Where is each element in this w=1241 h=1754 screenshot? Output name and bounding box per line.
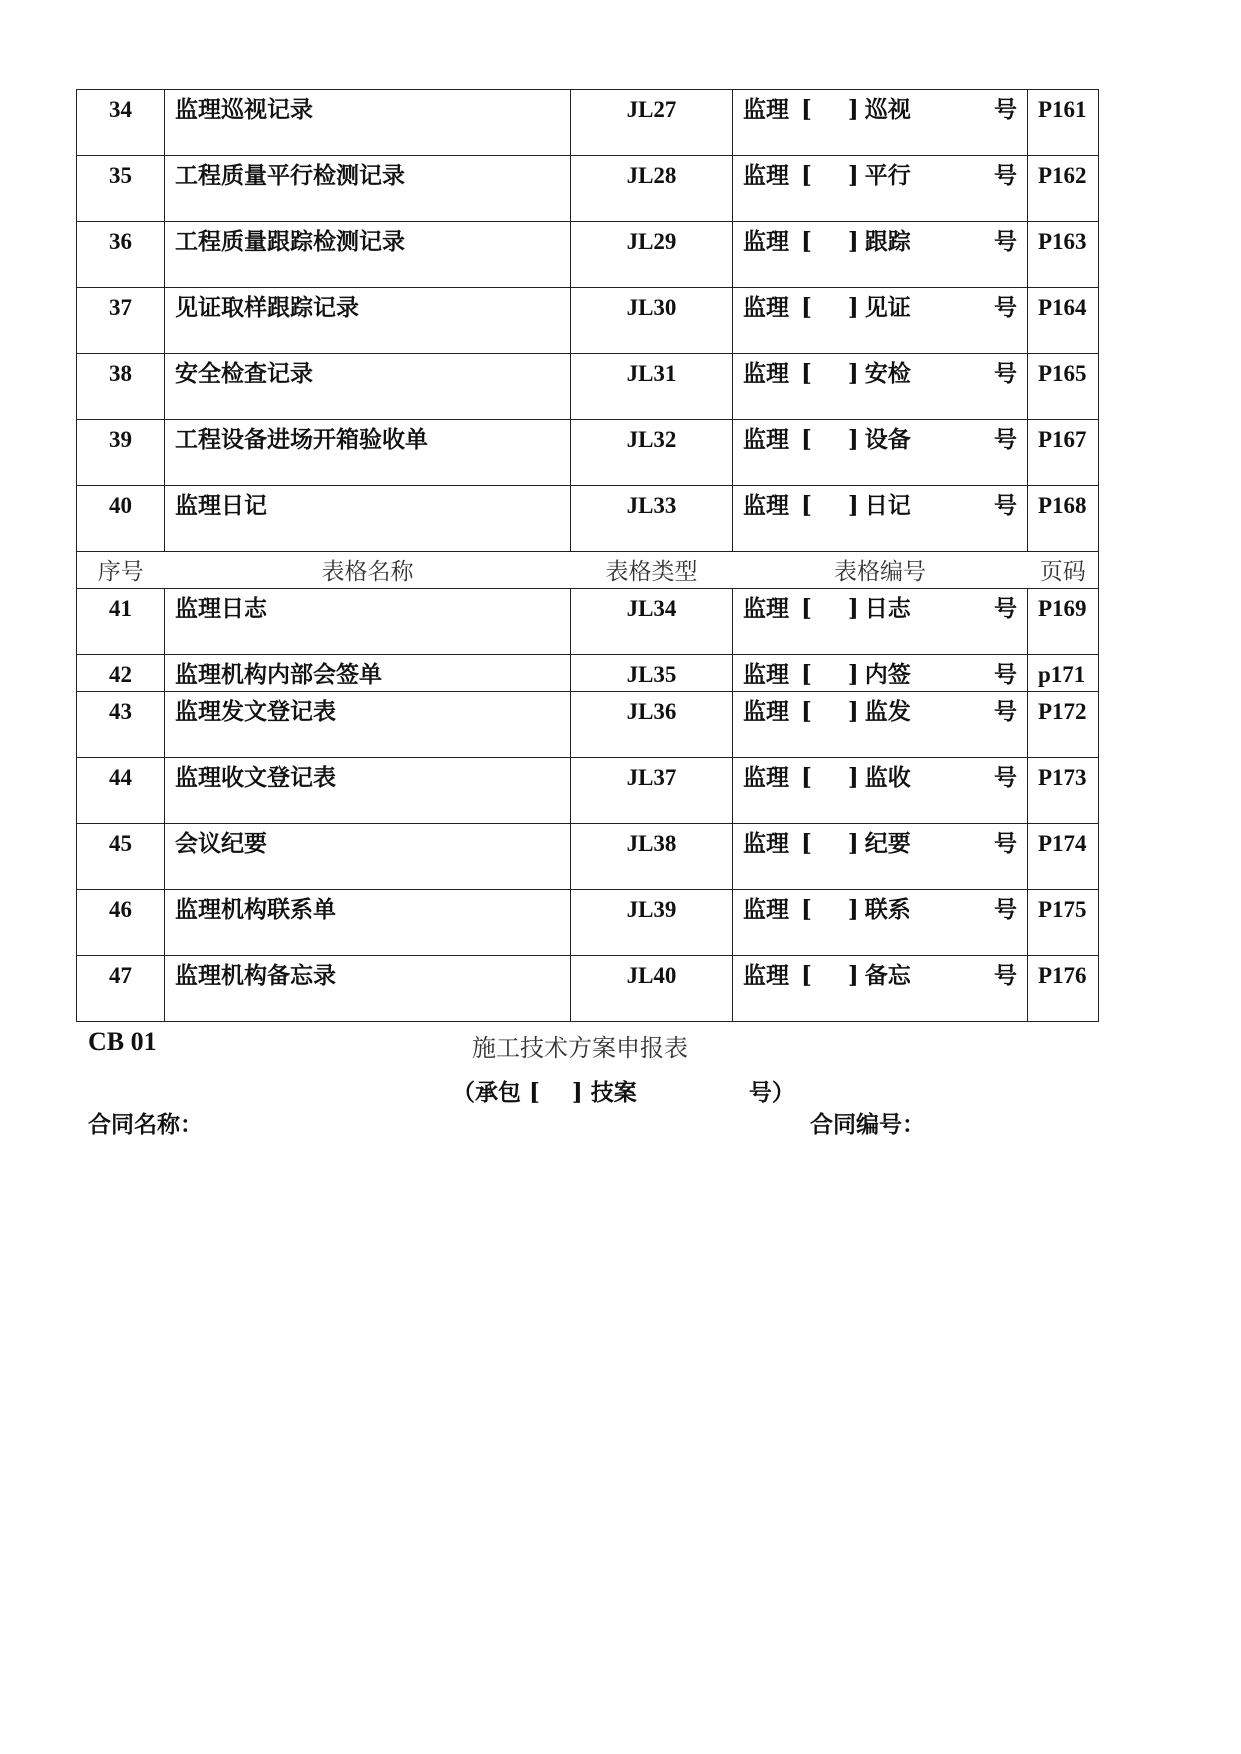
row-form-number xyxy=(733,890,1028,956)
number-prefix: 监理 xyxy=(743,830,789,857)
table-body-top xyxy=(77,90,1099,1022)
row-seq: 41 xyxy=(77,589,165,655)
number-suffix: 号 xyxy=(994,698,1017,725)
number-bracket-open: [ xyxy=(801,595,812,622)
contract-name-label: 合同名称： xyxy=(88,1111,203,1138)
number-abbreviation: 联系 xyxy=(864,896,911,923)
number-bracket-close: ] xyxy=(847,228,859,255)
row-page: P167 xyxy=(1028,420,1099,486)
number-bracket-open: [ xyxy=(801,830,812,857)
table-row xyxy=(77,486,1099,552)
table-header-row xyxy=(77,552,1099,589)
number-suffix: 号 xyxy=(994,896,1017,923)
number-bracket-open: [ xyxy=(801,962,812,989)
number-bracket-open: [ xyxy=(801,661,812,688)
number-abbreviation: 平行 xyxy=(864,162,911,189)
table-row xyxy=(77,758,1099,824)
number-bracket-open: [ xyxy=(801,228,812,255)
row-page: P164 xyxy=(1028,288,1099,354)
header-form-number: 表格编号 xyxy=(733,552,1028,589)
number-suffix: 号 xyxy=(994,661,1017,688)
row-form-number xyxy=(733,486,1028,552)
row-form-name: 工程质量跟踪检测记录 xyxy=(165,222,571,288)
row-form-type: JL40 xyxy=(571,956,733,1022)
number-prefix: 监理 xyxy=(743,294,789,321)
number-prefix: 监理 xyxy=(743,698,789,725)
row-page: P173 xyxy=(1028,758,1099,824)
row-form-name: 工程质量平行检测记录 xyxy=(165,156,571,222)
row-page: P163 xyxy=(1028,222,1099,288)
table-row xyxy=(77,655,1099,692)
number-suffix: 号 xyxy=(994,830,1017,857)
row-form-number xyxy=(733,420,1028,486)
row-form-name: 监理巡视记录 xyxy=(165,90,571,156)
row-form-name: 监理机构备忘录 xyxy=(165,956,571,1022)
row-seq: 35 xyxy=(77,156,165,222)
row-page: P162 xyxy=(1028,156,1099,222)
number-abbreviation: 跟踪 xyxy=(864,228,911,255)
row-seq: 38 xyxy=(77,354,165,420)
row-form-type: JL32 xyxy=(571,420,733,486)
number-bracket-close: ] xyxy=(847,294,859,321)
row-page: P168 xyxy=(1028,486,1099,552)
row-form-name: 监理日志 xyxy=(165,589,571,655)
table-row xyxy=(77,956,1099,1022)
row-form-name: 会议纪要 xyxy=(165,824,571,890)
contract-number-label: 合同编号： xyxy=(810,1111,925,1138)
row-form-number xyxy=(733,222,1028,288)
row-seq: 42 xyxy=(77,655,165,692)
number-abbreviation: 备忘 xyxy=(864,962,911,989)
number-bracket-open: [ xyxy=(801,492,812,519)
number-prefix: 监理 xyxy=(743,661,789,688)
row-page: P176 xyxy=(1028,956,1099,1022)
number-suffix: 号 xyxy=(994,492,1017,519)
number-suffix: 号 xyxy=(994,294,1017,321)
number-bracket-close: ] xyxy=(847,595,859,622)
number-bracket-close: ] xyxy=(847,764,859,791)
forms-index-table xyxy=(76,89,1099,1022)
row-form-type: JL39 xyxy=(571,890,733,956)
number-prefix: 监理 xyxy=(743,492,789,519)
row-form-name: 见证取样跟踪记录 xyxy=(165,288,571,354)
row-form-number xyxy=(733,824,1028,890)
number-suffix: 号 xyxy=(994,595,1017,622)
number-prefix: 监理 xyxy=(743,228,789,255)
header-seq: 序号 xyxy=(77,552,165,589)
number-abbreviation: 安检 xyxy=(864,360,911,387)
number-prefix: 监理 xyxy=(743,962,789,989)
row-form-name: 监理机构联系单 xyxy=(165,890,571,956)
row-seq: 34 xyxy=(77,90,165,156)
row-page: P172 xyxy=(1028,692,1099,758)
number-bracket-open: [ xyxy=(801,698,812,725)
number-suffix: 号 xyxy=(994,962,1017,989)
number-abbreviation: 监收 xyxy=(864,764,911,791)
row-form-name: 安全检查记录 xyxy=(165,354,571,420)
number-bracket-close: ] xyxy=(847,360,859,387)
number-bracket-close: ] xyxy=(847,962,859,989)
table-row xyxy=(77,692,1099,758)
row-seq: 46 xyxy=(77,890,165,956)
row-form-number xyxy=(733,758,1028,824)
number-suffix: 号 xyxy=(994,360,1017,387)
row-form-name: 监理日记 xyxy=(165,486,571,552)
number-suffix: 号 xyxy=(994,162,1017,189)
row-page: P174 xyxy=(1028,824,1099,890)
number-prefix: 监理 xyxy=(743,426,789,453)
number-bracket-open: [ xyxy=(801,764,812,791)
row-form-type: JL33 xyxy=(571,486,733,552)
number-abbreviation: 巡视 xyxy=(864,96,911,123)
row-form-type: JL36 xyxy=(571,692,733,758)
number-bracket-close: ] xyxy=(847,698,859,725)
number-prefix: 监理 xyxy=(743,360,789,387)
table-row xyxy=(77,156,1099,222)
number-suffix: 号 xyxy=(994,426,1017,453)
form-number-line: （承包 [ ] 技案 号） xyxy=(452,1079,795,1106)
number-bracket-close: ] xyxy=(847,162,859,189)
row-seq: 43 xyxy=(77,692,165,758)
row-form-number xyxy=(733,655,1028,692)
row-form-name: 监理发文登记表 xyxy=(165,692,571,758)
row-form-type: JL38 xyxy=(571,824,733,890)
row-page: P175 xyxy=(1028,890,1099,956)
number-bracket-open: [ xyxy=(801,426,812,453)
number-bracket-close: ] xyxy=(847,830,859,857)
row-form-type: JL30 xyxy=(571,288,733,354)
row-form-number xyxy=(733,288,1028,354)
row-page: P165 xyxy=(1028,354,1099,420)
row-seq: 45 xyxy=(77,824,165,890)
number-abbreviation: 见证 xyxy=(864,294,911,321)
number-prefix: 监理 xyxy=(743,764,789,791)
row-seq: 44 xyxy=(77,758,165,824)
row-form-number xyxy=(733,692,1028,758)
row-form-type: JL37 xyxy=(571,758,733,824)
table-row xyxy=(77,824,1099,890)
row-form-type: JL29 xyxy=(571,222,733,288)
number-bracket-open: [ xyxy=(801,96,812,123)
row-form-name: 监理收文登记表 xyxy=(165,758,571,824)
number-abbreviation: 纪要 xyxy=(864,830,911,857)
table-row xyxy=(77,420,1099,486)
number-abbreviation: 设备 xyxy=(864,426,911,453)
row-page: P169 xyxy=(1028,589,1099,655)
number-bracket-open: [ xyxy=(801,294,812,321)
row-seq: 37 xyxy=(77,288,165,354)
row-form-name: 工程设备进场开箱验收单 xyxy=(165,420,571,486)
number-bracket-open: [ xyxy=(801,162,812,189)
number-prefix: 监理 xyxy=(743,896,789,923)
table-row xyxy=(77,890,1099,956)
number-abbreviation: 监发 xyxy=(864,698,911,725)
number-bracket-close: ] xyxy=(847,896,859,923)
row-page: p171 xyxy=(1028,655,1099,692)
number-bracket-open: [ xyxy=(801,896,812,923)
table-row xyxy=(77,354,1099,420)
number-bracket-close: ] xyxy=(847,492,859,519)
number-suffix: 号 xyxy=(994,764,1017,791)
row-form-type: JL35 xyxy=(571,655,733,692)
row-seq: 47 xyxy=(77,956,165,1022)
form-code: CB 01 xyxy=(88,1027,157,1056)
table-row xyxy=(77,90,1099,156)
number-bracket-close: ] xyxy=(847,96,859,123)
row-seq: 40 xyxy=(77,486,165,552)
number-abbreviation: 内签 xyxy=(864,661,911,688)
row-form-name: 监理机构内部会签单 xyxy=(165,655,571,692)
header-form-type: 表格类型 xyxy=(571,552,733,589)
number-bracket-close: ] xyxy=(847,661,859,688)
row-page: P161 xyxy=(1028,90,1099,156)
row-form-number xyxy=(733,354,1028,420)
row-form-type: JL27 xyxy=(571,90,733,156)
row-form-type: JL34 xyxy=(571,589,733,655)
row-form-type: JL28 xyxy=(571,156,733,222)
row-form-number xyxy=(733,156,1028,222)
number-suffix: 号 xyxy=(994,96,1017,123)
number-bracket-open: [ xyxy=(801,360,812,387)
row-form-number xyxy=(733,589,1028,655)
table-row xyxy=(77,288,1099,354)
header-form-name: 表格名称 xyxy=(165,552,571,589)
row-seq: 36 xyxy=(77,222,165,288)
header-page: 页码 xyxy=(1028,552,1099,589)
number-suffix: 号 xyxy=(994,228,1017,255)
number-abbreviation: 日志 xyxy=(864,595,911,622)
row-form-number xyxy=(733,90,1028,156)
number-abbreviation: 日记 xyxy=(864,492,911,519)
form-title: 施工技术方案申报表 xyxy=(472,1034,688,1062)
row-form-number xyxy=(733,956,1028,1022)
number-bracket-close: ] xyxy=(847,426,859,453)
number-prefix: 监理 xyxy=(743,162,789,189)
row-form-type: JL31 xyxy=(571,354,733,420)
number-prefix: 监理 xyxy=(743,96,789,123)
table-row xyxy=(77,222,1099,288)
number-prefix: 监理 xyxy=(743,595,789,622)
row-seq: 39 xyxy=(77,420,165,486)
table-row xyxy=(77,589,1099,655)
